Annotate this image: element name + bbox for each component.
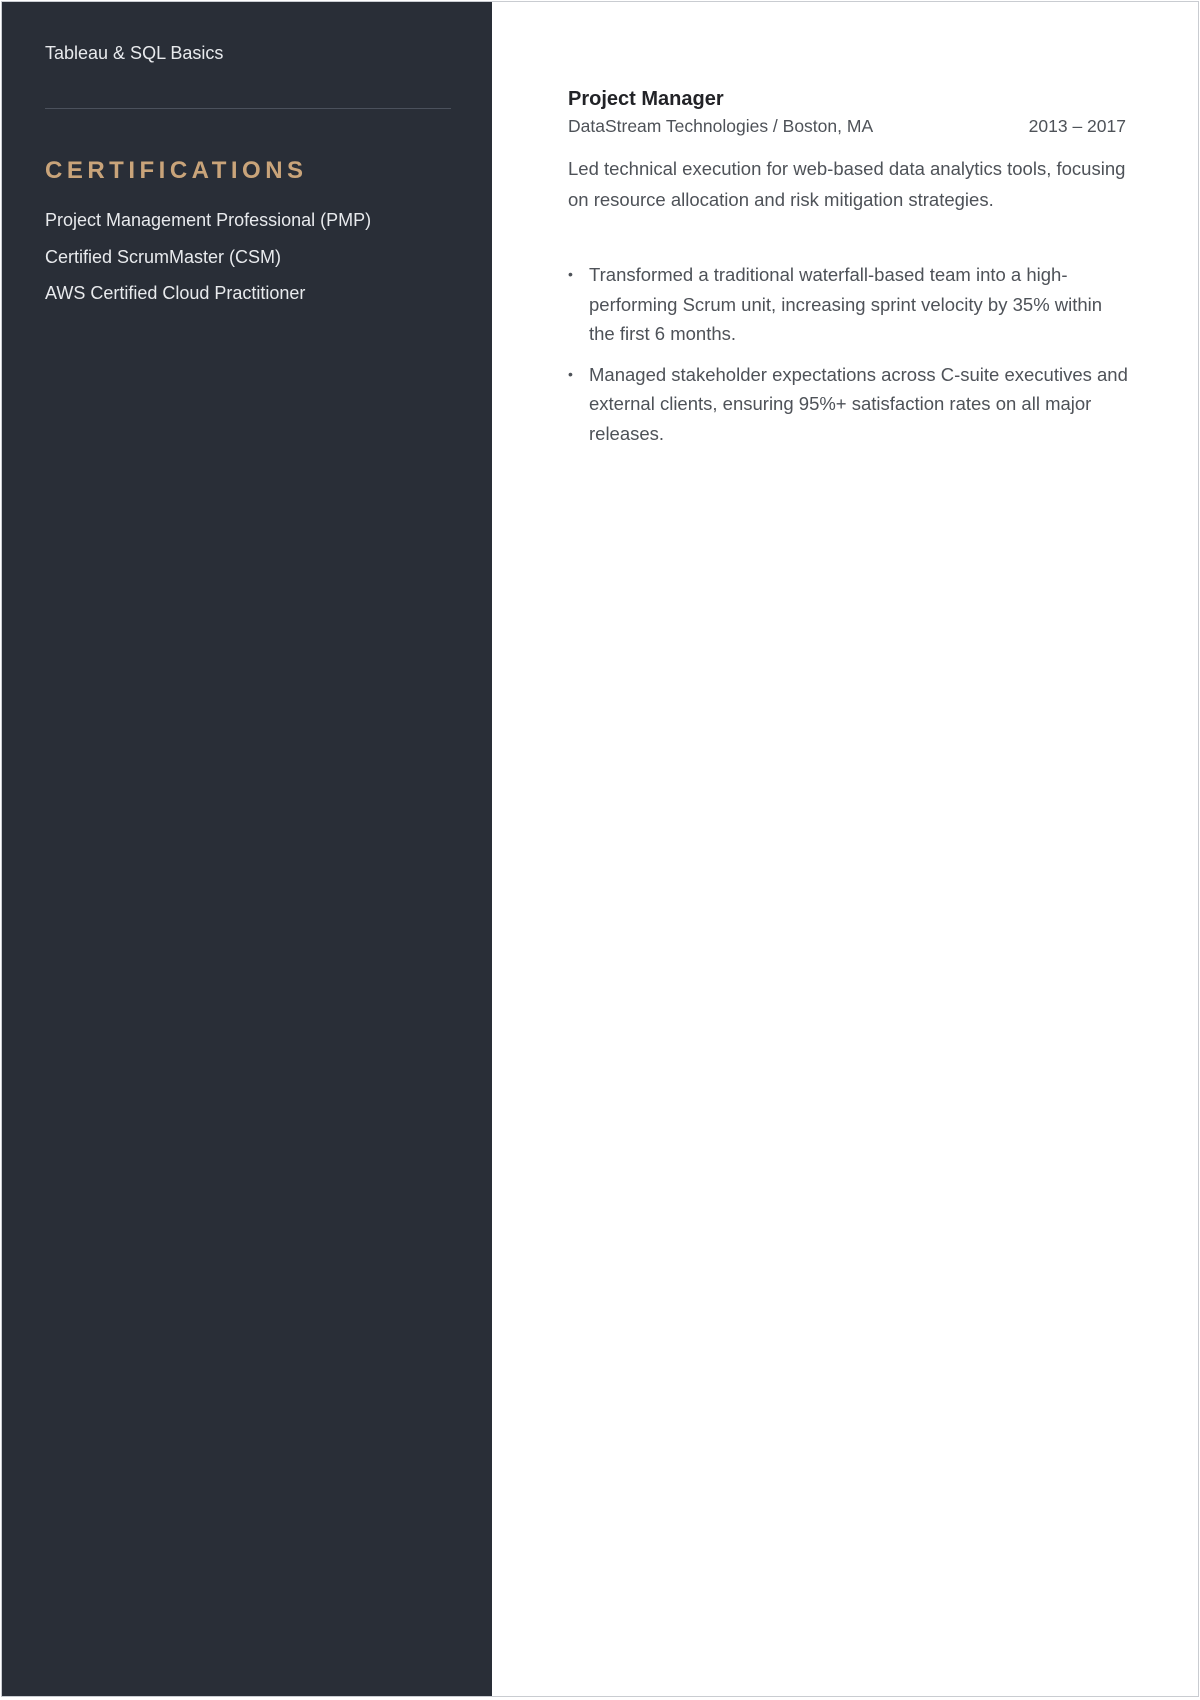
job-title: Project Manager xyxy=(568,88,724,110)
section-divider xyxy=(45,108,451,109)
resume-page xyxy=(1,1,1199,1697)
sidebar xyxy=(2,2,492,1696)
bullet-icon: • xyxy=(568,365,573,382)
achievement-text: Managed stakeholder expectations across C-suite executives and external clients, ensuring 95%+ satisfaction rates on all major releases. xyxy=(589,363,1128,444)
skill-item: Tableau & SQL Basics xyxy=(45,43,224,63)
job-summary: Led technical execution for web-based data analytics tools, focusing on resource allocation and risk mitigation strategies. xyxy=(568,158,1126,210)
certifications-list xyxy=(45,209,371,319)
achievement-text: Transformed a traditional waterfall-based team into a high-performing Scrum unit, increasing sprint velocity by 35% within the first 6 months. xyxy=(589,264,1103,344)
job-meta xyxy=(568,115,1126,137)
company-location: DataStream Technologies / Boston, MA xyxy=(568,116,874,136)
achievement-list xyxy=(568,260,1128,459)
certification-item: AWS Certified Cloud Practitioner xyxy=(45,283,306,303)
certification-item: Certified ScrumMaster (CSM) xyxy=(45,246,282,267)
certifications-heading: CERTIFICATIONS xyxy=(45,157,308,184)
achievement-item xyxy=(568,260,1128,349)
job-dates: 2013 – 2017 xyxy=(1028,116,1126,136)
achievement-item xyxy=(568,360,1128,449)
certification-item: Project Management Professional (PMP) xyxy=(45,210,372,230)
bullet-icon: • xyxy=(568,266,573,282)
